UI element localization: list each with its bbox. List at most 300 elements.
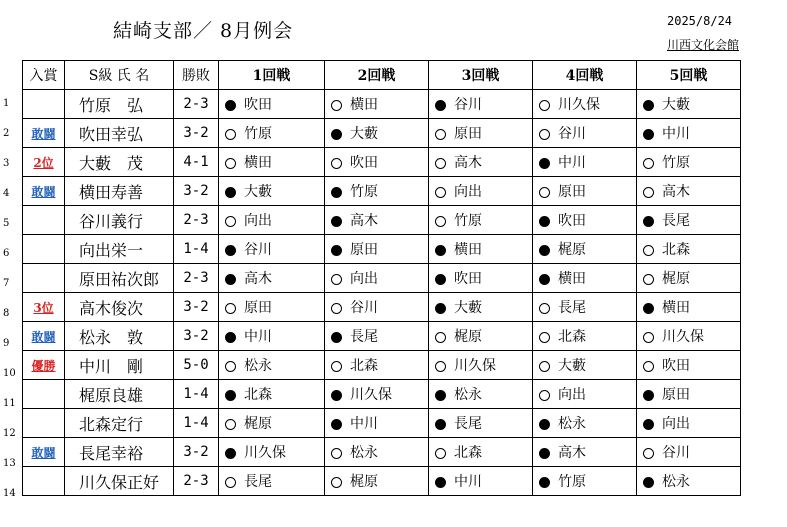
round-4-result [533, 322, 637, 351]
win-circle-icon [539, 245, 550, 256]
loss-circle-icon [331, 303, 342, 314]
win-circle-icon [331, 332, 342, 343]
opponent-name: 竹原 [558, 474, 586, 490]
opponent-name: 原田 [244, 300, 272, 316]
round-4-result [533, 409, 637, 438]
win-circle-icon [225, 448, 236, 459]
award-link[interactable]: 敢闘 [31, 445, 56, 460]
opponent-name: 原田 [662, 387, 690, 403]
round-2-result [325, 264, 429, 293]
opponent-name: 長尾 [662, 213, 690, 229]
opponent-name: 吹田 [454, 271, 482, 287]
page-title: 結崎支部／ 8月例会 [113, 20, 294, 42]
round-4-result [533, 264, 637, 293]
venue-label: 川西文化会館 [667, 38, 740, 52]
opponent-name: 竹原 [244, 126, 272, 142]
win-circle-icon [643, 303, 654, 314]
opponent-name: 原田 [454, 126, 482, 142]
loss-circle-icon [643, 274, 654, 285]
round-3-result [429, 409, 533, 438]
award-link[interactable]: 敢闘 [31, 126, 56, 141]
table-row [23, 322, 741, 351]
table-row [23, 409, 741, 438]
round-4-result [533, 380, 637, 409]
opponent-name: 長尾 [558, 300, 586, 316]
award-cell [23, 467, 65, 496]
round-4-result [533, 119, 637, 148]
round-3-result [429, 264, 533, 293]
win-circle-icon [435, 100, 446, 111]
win-circle-icon [331, 390, 342, 401]
opponent-name: 中川 [662, 126, 690, 142]
player-name: 大藪 茂 [65, 148, 174, 177]
round-2-result [325, 438, 429, 467]
opponent-name: 梶原 [558, 242, 586, 258]
round-2-result [325, 235, 429, 264]
row-number: 1 [3, 98, 10, 109]
opponent-name: 谷川 [558, 126, 586, 142]
opponent-name: 川久保 [454, 358, 496, 374]
round-4-result [533, 467, 637, 496]
round-4-result [533, 177, 637, 206]
round-1-result [219, 206, 325, 235]
win-circle-icon [225, 100, 236, 111]
award-cell [23, 351, 65, 380]
header-row [23, 61, 741, 90]
round-3-result [429, 177, 533, 206]
award-link[interactable]: 敢闘 [31, 329, 56, 344]
player-name: 向出栄一 [65, 235, 174, 264]
award-link[interactable]: 敢闘 [31, 184, 56, 199]
loss-circle-icon [539, 303, 550, 314]
player-name: 北森定行 [65, 409, 174, 438]
opponent-name: 横田 [350, 97, 378, 113]
win-loss-record: 1-4 [174, 235, 219, 264]
round-4-result [533, 235, 637, 264]
opponent-name: 谷川 [244, 242, 272, 258]
loss-circle-icon [643, 361, 654, 372]
win-loss-record: 3-2 [174, 293, 219, 322]
round-5-result [637, 206, 741, 235]
opponent-name: 北森 [350, 358, 378, 374]
win-circle-icon [331, 216, 342, 227]
row-number: 3 [3, 158, 10, 169]
table-row [23, 90, 741, 119]
win-circle-icon [539, 216, 550, 227]
player-name: 松永 敦 [65, 322, 174, 351]
opponent-name: 横田 [454, 242, 482, 258]
round-4-result [533, 438, 637, 467]
win-circle-icon [643, 419, 654, 430]
award-cell [23, 438, 65, 467]
award-cell [23, 264, 65, 293]
row-number: 2 [3, 128, 10, 139]
opponent-name: 向出 [244, 213, 272, 229]
player-name: 横田寿善 [65, 177, 174, 206]
row-number: 13 [3, 458, 16, 469]
win-loss-record: 1-4 [174, 409, 219, 438]
loss-circle-icon [539, 361, 550, 372]
opponent-name: 大藪 [244, 184, 272, 200]
opponent-name: 北森 [662, 242, 690, 258]
opponent-name: 中川 [558, 155, 586, 171]
win-circle-icon [435, 477, 446, 488]
round-4-result [533, 148, 637, 177]
header-round-1: 1回戦 [219, 61, 325, 90]
round-2-result [325, 293, 429, 322]
table-row [23, 467, 741, 496]
loss-circle-icon [225, 129, 236, 140]
loss-circle-icon [539, 100, 550, 111]
round-5-result [637, 177, 741, 206]
win-loss-record: 5-0 [174, 351, 219, 380]
win-circle-icon [331, 245, 342, 256]
round-3-result [429, 467, 533, 496]
award-cell [23, 293, 65, 322]
award-cell [23, 409, 65, 438]
round-4-result [533, 293, 637, 322]
round-1-result [219, 467, 325, 496]
opponent-name: 竹原 [454, 213, 482, 229]
round-5-result [637, 264, 741, 293]
opponent-name: 松永 [662, 474, 690, 490]
award-link[interactable]: 優勝 [31, 358, 56, 373]
opponent-name: 高木 [558, 445, 586, 461]
round-4-result [533, 351, 637, 380]
win-loss-record: 2-3 [174, 90, 219, 119]
opponent-name: 梶原 [244, 416, 272, 432]
loss-circle-icon [539, 332, 550, 343]
win-circle-icon [539, 448, 550, 459]
results-table [22, 60, 741, 496]
round-2-result [325, 467, 429, 496]
win-circle-icon [643, 390, 654, 401]
round-1-result [219, 90, 325, 119]
loss-circle-icon [435, 158, 446, 169]
win-circle-icon [539, 477, 550, 488]
opponent-name: 吹田 [350, 155, 378, 171]
loss-circle-icon [643, 187, 654, 198]
win-circle-icon [331, 419, 342, 430]
row-number: 11 [3, 398, 16, 409]
player-name: 川久保正好 [65, 467, 174, 496]
opponent-name: 吹田 [558, 213, 586, 229]
round-5-result [637, 119, 741, 148]
round-1-result [219, 264, 325, 293]
loss-circle-icon [435, 216, 446, 227]
round-1-result [219, 177, 325, 206]
win-circle-icon [225, 332, 236, 343]
player-name: 谷川義行 [65, 206, 174, 235]
event-venue [667, 36, 739, 53]
round-5-result [637, 409, 741, 438]
opponent-name: 北森 [558, 329, 586, 345]
win-circle-icon [539, 158, 550, 169]
opponent-name: 川久保 [350, 387, 392, 403]
win-loss-record: 2-3 [174, 467, 219, 496]
win-loss-record: 2-3 [174, 206, 219, 235]
round-1-result [219, 322, 325, 351]
win-circle-icon [331, 129, 342, 140]
win-circle-icon [539, 419, 550, 430]
opponent-name: 川久保 [662, 329, 704, 345]
row-number: 7 [3, 278, 10, 289]
row-number: 12 [3, 428, 16, 439]
win-loss-record: 3-2 [174, 438, 219, 467]
player-name: 竹原 弘 [65, 90, 174, 119]
table-row [23, 293, 741, 322]
opponent-name: 大藪 [662, 97, 690, 113]
opponent-name: 中川 [350, 416, 378, 432]
loss-circle-icon [225, 419, 236, 430]
round-3-result [429, 235, 533, 264]
header-round-2: 2回戦 [325, 61, 429, 90]
win-circle-icon [643, 477, 654, 488]
win-loss-record: 3-2 [174, 177, 219, 206]
player-name: 高木俊次 [65, 293, 174, 322]
opponent-name: 梶原 [662, 271, 690, 287]
opponent-name: 向出 [662, 416, 690, 432]
loss-circle-icon [331, 158, 342, 169]
round-1-result [219, 380, 325, 409]
player-name: 長尾幸裕 [65, 438, 174, 467]
header-award: 入賞 [23, 61, 65, 90]
opponent-name: 原田 [350, 242, 378, 258]
row-number: 14 [3, 488, 16, 499]
round-5-result [637, 90, 741, 119]
table-row [23, 351, 741, 380]
opponent-name: 長尾 [244, 474, 272, 490]
player-name: 中川 剛 [65, 351, 174, 380]
win-circle-icon [435, 390, 446, 401]
loss-circle-icon [435, 361, 446, 372]
win-circle-icon [435, 419, 446, 430]
header-record: 勝敗 [174, 61, 219, 90]
loss-circle-icon [643, 332, 654, 343]
player-name: 梶原良雄 [65, 380, 174, 409]
award-cell [23, 177, 65, 206]
opponent-name: 吹田 [662, 358, 690, 374]
opponent-name: 谷川 [350, 300, 378, 316]
win-circle-icon [331, 187, 342, 198]
loss-circle-icon [331, 477, 342, 488]
loss-circle-icon [225, 158, 236, 169]
round-1-result [219, 438, 325, 467]
round-3-result [429, 380, 533, 409]
loss-circle-icon [435, 129, 446, 140]
table-row [23, 206, 741, 235]
round-5-result [637, 148, 741, 177]
row-number: 4 [3, 188, 10, 199]
award-cell [23, 380, 65, 409]
opponent-name: 松永 [244, 358, 272, 374]
round-3-result [429, 293, 533, 322]
win-circle-icon [539, 274, 550, 285]
header-class-name: S級 氏 名 [65, 61, 174, 90]
award-cell [23, 322, 65, 351]
opponent-name: 大藪 [454, 300, 482, 316]
opponent-name: 高木 [454, 155, 482, 171]
opponent-name: 高木 [350, 213, 378, 229]
round-1-result [219, 119, 325, 148]
table-row [23, 235, 741, 264]
round-1-result [219, 351, 325, 380]
win-circle-icon [225, 274, 236, 285]
round-3-result [429, 351, 533, 380]
loss-circle-icon [539, 187, 550, 198]
win-circle-icon [643, 216, 654, 227]
opponent-name: 川久保 [558, 97, 600, 113]
opponent-name: 川久保 [244, 445, 286, 461]
round-2-result [325, 380, 429, 409]
row-number: 10 [3, 368, 16, 379]
opponent-name: 中川 [454, 474, 482, 490]
award-link[interactable]: 2位 [33, 155, 54, 170]
round-2-result [325, 322, 429, 351]
header-round-4: 4回戦 [533, 61, 637, 90]
round-1-result [219, 235, 325, 264]
row-number: 5 [3, 218, 10, 229]
loss-circle-icon [643, 448, 654, 459]
opponent-name: 松永 [350, 445, 378, 461]
win-circle-icon [435, 303, 446, 314]
opponent-name: 竹原 [350, 184, 378, 200]
opponent-name: 吹田 [244, 97, 272, 113]
round-5-result [637, 351, 741, 380]
loss-circle-icon [331, 100, 342, 111]
opponent-name: 北森 [244, 387, 272, 403]
loss-circle-icon [539, 129, 550, 140]
opponent-name: 向出 [350, 271, 378, 287]
win-circle-icon [643, 100, 654, 111]
win-circle-icon [643, 129, 654, 140]
win-loss-record: 3-2 [174, 119, 219, 148]
win-circle-icon [435, 245, 446, 256]
award-link[interactable]: 3位 [33, 300, 54, 315]
opponent-name: 長尾 [454, 416, 482, 432]
round-1-result [219, 293, 325, 322]
opponent-name: 松永 [558, 416, 586, 432]
round-1-result [219, 148, 325, 177]
opponent-name: 向出 [454, 184, 482, 200]
event-date: 2025/8/24 [667, 14, 733, 28]
round-3-result [429, 148, 533, 177]
award-cell [23, 119, 65, 148]
opponent-name: 横田 [558, 271, 586, 287]
header-round-3: 3回戦 [429, 61, 533, 90]
loss-circle-icon [643, 158, 654, 169]
header-round-5: 5回戦 [637, 61, 741, 90]
opponent-name: 松永 [454, 387, 482, 403]
loss-circle-icon [331, 274, 342, 285]
round-2-result [325, 206, 429, 235]
award-cell [23, 235, 65, 264]
round-2-result [325, 351, 429, 380]
loss-circle-icon [435, 448, 446, 459]
opponent-name: 大藪 [558, 358, 586, 374]
win-loss-record: 4-1 [174, 148, 219, 177]
award-cell [23, 90, 65, 119]
round-3-result [429, 438, 533, 467]
win-circle-icon [225, 390, 236, 401]
win-loss-record: 2-3 [174, 264, 219, 293]
row-number: 6 [3, 248, 10, 259]
round-4-result [533, 90, 637, 119]
opponent-name: 横田 [244, 155, 272, 171]
win-loss-record: 3-2 [174, 322, 219, 351]
opponent-name: 原田 [558, 184, 586, 200]
table-row [23, 264, 741, 293]
row-number: 9 [3, 338, 10, 349]
round-5-result [637, 293, 741, 322]
loss-circle-icon [435, 332, 446, 343]
win-loss-record: 1-4 [174, 380, 219, 409]
round-5-result [637, 322, 741, 351]
round-2-result [325, 177, 429, 206]
table-row [23, 438, 741, 467]
loss-circle-icon [643, 245, 654, 256]
opponent-name: 大藪 [350, 126, 378, 142]
table-row [23, 148, 741, 177]
opponent-name: 長尾 [350, 329, 378, 345]
player-name: 吹田幸弘 [65, 119, 174, 148]
round-1-result [219, 409, 325, 438]
row-number: 8 [3, 308, 10, 319]
round-5-result [637, 467, 741, 496]
player-name: 原田祐次郎 [65, 264, 174, 293]
award-cell [23, 148, 65, 177]
round-5-result [637, 380, 741, 409]
opponent-name: 竹原 [662, 155, 690, 171]
round-2-result [325, 148, 429, 177]
loss-circle-icon [539, 390, 550, 401]
round-2-result [325, 409, 429, 438]
round-3-result [429, 90, 533, 119]
win-circle-icon [225, 245, 236, 256]
table-row [23, 177, 741, 206]
opponent-name: 梶原 [454, 329, 482, 345]
loss-circle-icon [331, 361, 342, 372]
loss-circle-icon [225, 303, 236, 314]
loss-circle-icon [225, 216, 236, 227]
opponent-name: 高木 [244, 271, 272, 287]
win-circle-icon [435, 274, 446, 285]
award-cell [23, 206, 65, 235]
opponent-name: 高木 [662, 184, 690, 200]
opponent-name: 谷川 [662, 445, 690, 461]
round-4-result [533, 206, 637, 235]
loss-circle-icon [331, 448, 342, 459]
table-row [23, 380, 741, 409]
opponent-name: 向出 [558, 387, 586, 403]
opponent-name: 中川 [244, 329, 272, 345]
opponent-name: 北森 [454, 445, 482, 461]
loss-circle-icon [225, 361, 236, 372]
round-5-result [637, 438, 741, 467]
table-row [23, 119, 741, 148]
loss-circle-icon [435, 187, 446, 198]
round-2-result [325, 119, 429, 148]
win-circle-icon [225, 187, 236, 198]
round-3-result [429, 322, 533, 351]
opponent-name: 谷川 [454, 97, 482, 113]
opponent-name: 梶原 [350, 474, 378, 490]
round-3-result [429, 119, 533, 148]
round-5-result [637, 235, 741, 264]
opponent-name: 横田 [662, 300, 690, 316]
round-3-result [429, 206, 533, 235]
loss-circle-icon [225, 477, 236, 488]
